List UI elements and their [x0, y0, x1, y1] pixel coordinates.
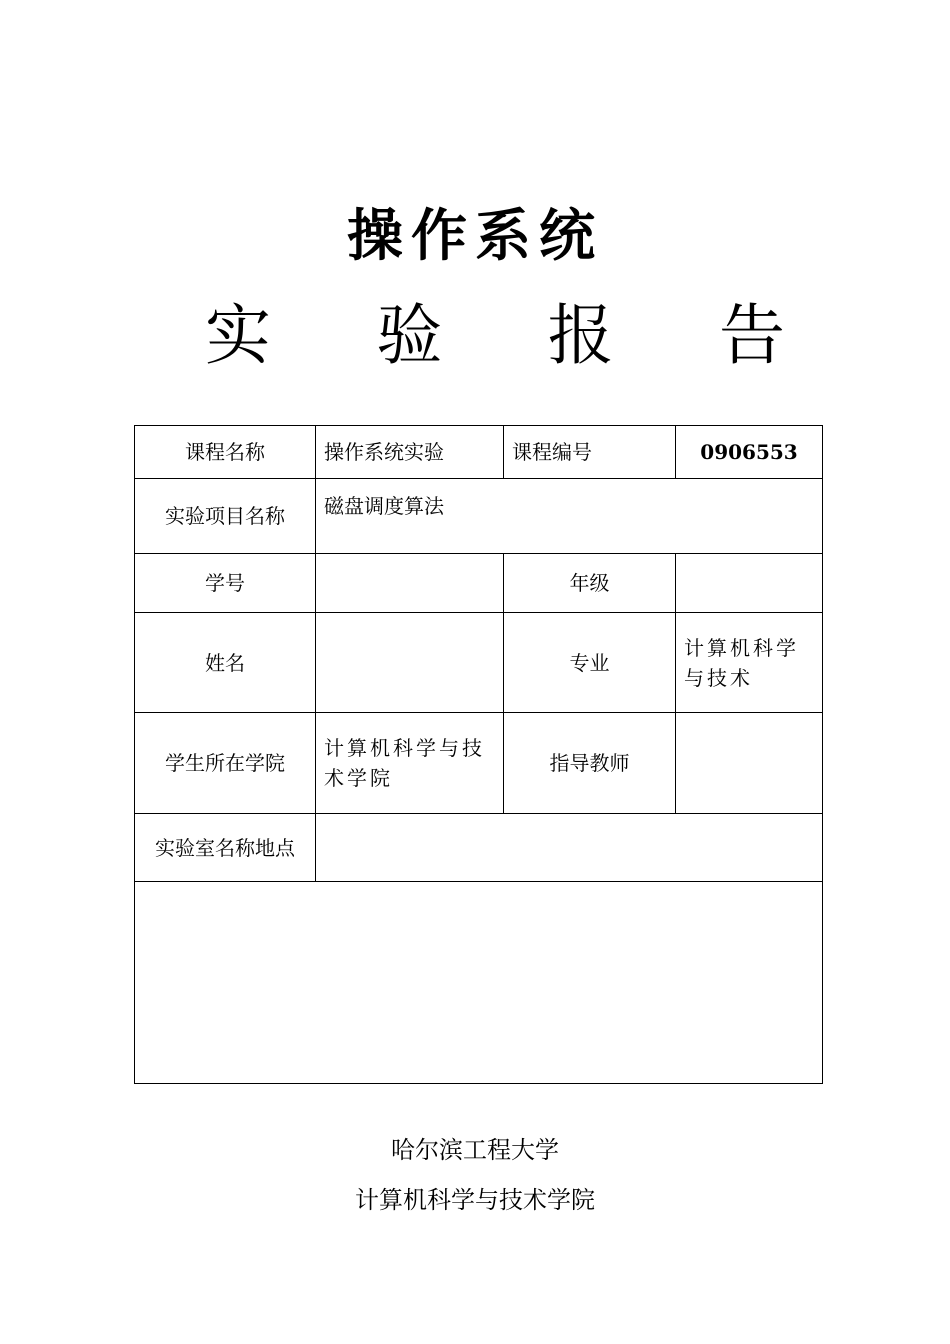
- report-title: 操作系统: [347, 203, 603, 269]
- name-value: [316, 613, 504, 713]
- grade-value: [676, 554, 823, 613]
- table-row: [135, 814, 823, 882]
- subtitle-char-2: 验: [376, 297, 443, 374]
- blank-area: [135, 882, 823, 1084]
- table-row: [135, 713, 823, 814]
- table-row: [135, 479, 823, 554]
- college-value: 计算机科学与技术学院: [316, 713, 504, 814]
- report-subtitle: [205, 296, 785, 376]
- lab-value: [316, 814, 823, 882]
- course-name-value: 操作系统实验: [316, 426, 504, 479]
- advisor-label: 指导教师: [504, 713, 676, 814]
- student-id-label: 学号: [135, 554, 316, 613]
- university-name: 哈尔滨工程大学: [391, 1136, 559, 1164]
- table-row: [135, 426, 823, 479]
- table-row: [135, 882, 823, 1084]
- name-label: 姓名: [135, 613, 316, 713]
- course-code-label: 课程编号: [504, 426, 676, 479]
- info-table: [134, 425, 823, 1084]
- project-name-label: 实验项目名称: [135, 479, 316, 554]
- table-row: [135, 613, 823, 713]
- course-name-label: 课程名称: [135, 426, 316, 479]
- college-label: 学生所在学院: [135, 713, 316, 814]
- advisor-value: [676, 713, 823, 814]
- grade-label: 年级: [504, 554, 676, 613]
- subtitle-char-4: 告: [718, 297, 785, 374]
- lab-label: 实验室名称地点: [135, 814, 316, 882]
- project-name-value: 磁盘调度算法: [316, 479, 823, 554]
- course-code-value: 0906553: [676, 426, 823, 479]
- subtitle-char-1: 实: [205, 297, 271, 374]
- table-row: [135, 554, 823, 613]
- major-value: 计算机科学与技术: [676, 613, 823, 713]
- college-name: 计算机科学与技术学院: [355, 1186, 595, 1214]
- student-id-value: [316, 554, 504, 613]
- major-label: 专业: [504, 613, 676, 713]
- subtitle-char-3: 报: [547, 297, 614, 374]
